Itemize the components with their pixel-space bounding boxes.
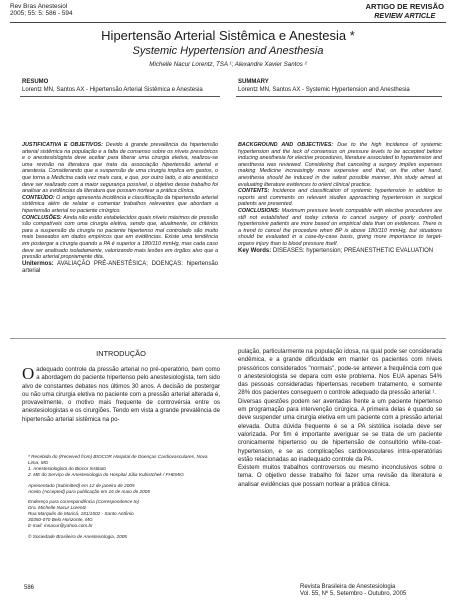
summary-contents-text: Incidence and classification of systemic hypertension in addition to reports and comments on relevant studies approaching hypertension in surgical patients are presented. [238, 188, 442, 208]
footer-journal-name: Revista Brasileira de Anestesiologia [300, 584, 396, 590]
summary-background [238, 142, 442, 188]
intro-paragraph-2: pulação, particularmente na população idosa, na qual pode ser considerada endêmica, e a grande dificuldade em manter os pacientes com níveis pressóricos considerados "normais", pode-se antever a frequência com que o anestesiologista se depara com este problema. Nos EUA apenas 54% das pessoas consideradas hipertensas recebem tratamento, e somente 28% dos pacientes conseguem o controle adequado da pressão arterial ¹. [238, 349, 442, 397]
intro-paragraph-1: adequado controle da pressão arterial no pré-operatório, bem como a abordagem do paciente hipertenso pelo anestesiologista, tem sido alvo de constantes debates nos últimos 30 anos. A decisão de postergar ou não uma cirurgia eletiva no paciente com a pressão arterial alterada é, provavelmente, o motivo mais frequente de controvérsia entre os anestesiologistas e os cirurgiões. Tendo em vista a grande prevalência de hipertensão arterial sistêmica na po- [22, 367, 220, 423]
summary-keywords-label: Key Words: [238, 247, 272, 254]
summary-background-label: BACKGROUND AND OBJECTIVES: [238, 142, 334, 148]
summary-background-text: Due to the high incidence of systemic hypertension and the lack of consensus on pressure levels to be accepted before inducing anesthesia for elective procedures, literature associated to hypertension and anesthesia was reviewed. Considering that canceling a surgery implies expenses making Medicine increasingly more expensive and that, on the other hand, anesthesia should be induced in the safest possible manner, this study aimed at evaluating literature evidences to orient clinical practice. [238, 142, 442, 188]
summary-contents-label: CONTENTS: [238, 188, 270, 195]
summary-body [238, 142, 442, 255]
section-separator [10, 338, 446, 339]
resumo-keywords [22, 261, 218, 275]
summary-keywords [238, 248, 442, 255]
resumo-heading: RESUMO [22, 79, 49, 85]
page-title: Hipertensão Arterial Sistêmica e Anestesia * [101, 28, 355, 43]
summary-keywords-text: DISEASES: hypertension; PREANESTHETIC EVALUATION [271, 247, 434, 254]
title-block [10, 28, 446, 69]
resumo-justification [22, 142, 218, 195]
summary-conclusions [238, 208, 442, 248]
summary-section [238, 79, 442, 94]
summary-citation: Lorentz MN, Santos AX - Systemic Hypertension and Anesthesia [238, 87, 410, 94]
summary-conclusions-label: CONCLUSIONS: [238, 207, 280, 214]
resumo-conclusions-label: CONCLUSÕES: [22, 214, 62, 221]
footnote-accepted: Aceito (Accepted) para publicação em 16 de maio de 2005 [28, 488, 150, 494]
article-type-pt: ARTIGO DE REVISÃO [365, 2, 444, 11]
journal-short-name: Rev Bras Anestesiol [10, 3, 68, 10]
resumo-justification-text: Devido à grande prevalência da hipertensão arterial sistêmica na população e a falta de consenso sobre os níveis pressóricos e o anestesiologista deve aceitar para liberar uma cirurgia eletiva, realizou-se uma revisão na literatura que trata da associação hipertensão arterial e anestesia. Considerando que a suspensão de uma cirurgia implica em gastos, o que torna a Medicina cada vez mais cara, e que, por outro lado, o ato anestésico deve ser realizado com a maior segurança possível, o objetivo desse trabalho foi analisar as evidências da literatura que possam nortear a prática clínica. [22, 142, 218, 195]
resumo-content-text: O artigo apresenta incidência e classificação da hipertensão arterial sistêmica além de relatar e comentar trabalhos relevantes que abordam a hipertensão arterial no paciente cirúrgico. [22, 194, 218, 214]
footnote-email: E-mail: mnacur@yahoo.com.br [28, 523, 93, 529]
resumo-keywords-text: AVALIAÇÃO PRÉ-ANESTÉSICA; DOENÇAS: hipertensão arterial [22, 260, 218, 274]
summary-rule [236, 96, 442, 97]
footnote-correspondence: Endereço para correspondência (Correspondence to) [28, 499, 140, 505]
footnote-copyright: © Sociedade Brasileira de Anestesiologia, 2005 [28, 533, 127, 539]
footer-journal [300, 584, 406, 599]
journal-citation: 2005; 55: 5: 586 - 594 [10, 10, 73, 18]
article-type [366, 3, 444, 20]
intro-right-column [238, 348, 442, 489]
resumo-content-label: CONTEÚDO: [22, 194, 55, 201]
journal-header [10, 3, 73, 17]
resumo-citation: Lorentz MN, Santos AX - Hipertensão Arterial Sistêmica e Anestesia [22, 87, 203, 94]
resumo-section [22, 79, 220, 94]
footnote-city: 30350-070 Belo Horizonte, MG [28, 517, 93, 523]
resumo-keywords-label: Unitermos: [22, 260, 54, 267]
resumo-conclusions-text: Ainda não estão estabelecidos quais níveis máximos de pressão são compatíveis com uma cirurgia eletiva, sendo que, atualmente, os critérios para a suspensão da cirurgia no paciente hipertenso mal controlado são muito mais baseados em dados empíricos que em evidências. Existe uma tendência em postergar a cirurgia quando a PA é superior a 180/110 mmHg, mas cada caso deve ser analisado isoladamente, valorizando mais lesões em órgãos alvo que a pressão arterial propriamente dita. [22, 214, 218, 261]
authors: Michelle Nacur Lorentz, TSA ¹; Alexandre Xavier Santos ² [149, 61, 307, 68]
intro-paragraph-4: Existem muitos trabalhos controversos ou mesmo inconclusivos sobre o tema. O objetivo desse trabalho foi fazer uma revisão da literatura e analisar evidências que possam nortear a prática clínica. [238, 465, 442, 488]
summary-heading: SUMMARY [238, 79, 269, 85]
header-rule [10, 22, 446, 23]
resumo-justification-label: JUSTIFICATIVA E OBJETIVOS: [22, 142, 103, 148]
intro-heading: INTRODUÇÃO [96, 349, 146, 358]
footnote-author-1: 1. Anestesiologista do Biocor Instituto [28, 465, 106, 471]
intro-paragraph-3: Diversas questões podem ser aventadas frente a um paciente hipertenso em programação para intervenção cirúrgica. A primeira delas é quando se deve suspender uma cirurgia eletiva em um paciente com a pressão arterial elevada. Outra dúvida frequente é se a PA sistólica isolada deve ser valorizada. Por fim é importante averiguar se se trata de um paciente cronicamente hipertenso ou de hipertensão de consultório white-coat-hypertension, e se as complicações cardiovasculares intra-operatórias estão relacionadas ao inadequado controle da PA. [238, 398, 442, 463]
footnote-author-2: 2. ME do Serviço de Anestesiologia do Hospital Júlia Kubistchek / FHEMIG [28, 471, 184, 477]
footnotes [28, 454, 218, 540]
intro-left-column [22, 366, 220, 424]
resumo-rule [20, 96, 220, 97]
resumo-content [22, 195, 218, 215]
page-number: 586 [24, 585, 35, 591]
summary-contents [238, 188, 442, 208]
resumo-body [22, 142, 218, 275]
footnote-name: Dra. Michelle Nacur Lorentz [28, 505, 87, 511]
footnote-received: * Recebido do (Received from) BIOCOR Hospital de Doenças Cardiovasculares, Nova Lima, MG [28, 454, 208, 465]
footer-volume: Vol. 55, Nº 5, Setembro - Outubro, 2005 [300, 591, 407, 598]
article-type-en: REVIEW ARTICLE [374, 10, 436, 20]
intro-dropcap: O [22, 364, 35, 383]
resumo-conclusions [22, 215, 218, 261]
footnote-submitted: Apresentado (Submitted) em 12 de janeiro de 2005 [28, 482, 135, 488]
footnote-address: Rua Marquês de Maricá, 181/1502 - Santo Antônio [28, 511, 134, 517]
english-title: Systemic Hypertension and Anesthesia [132, 45, 324, 57]
summary-conclusions-text: Maximum pressure levels compatible with elective procedures are still not established and today criteria to cancel surgery of poorly controlled hypertensive patients are more based on empirical data than on evidences. There is a trend to cancel the procedure when BP is above 180/110 mmHg, but situations should be evaluated in a case-by-case basis, giving more importance to target-organs injury than to blood pressure itself. [238, 207, 442, 247]
